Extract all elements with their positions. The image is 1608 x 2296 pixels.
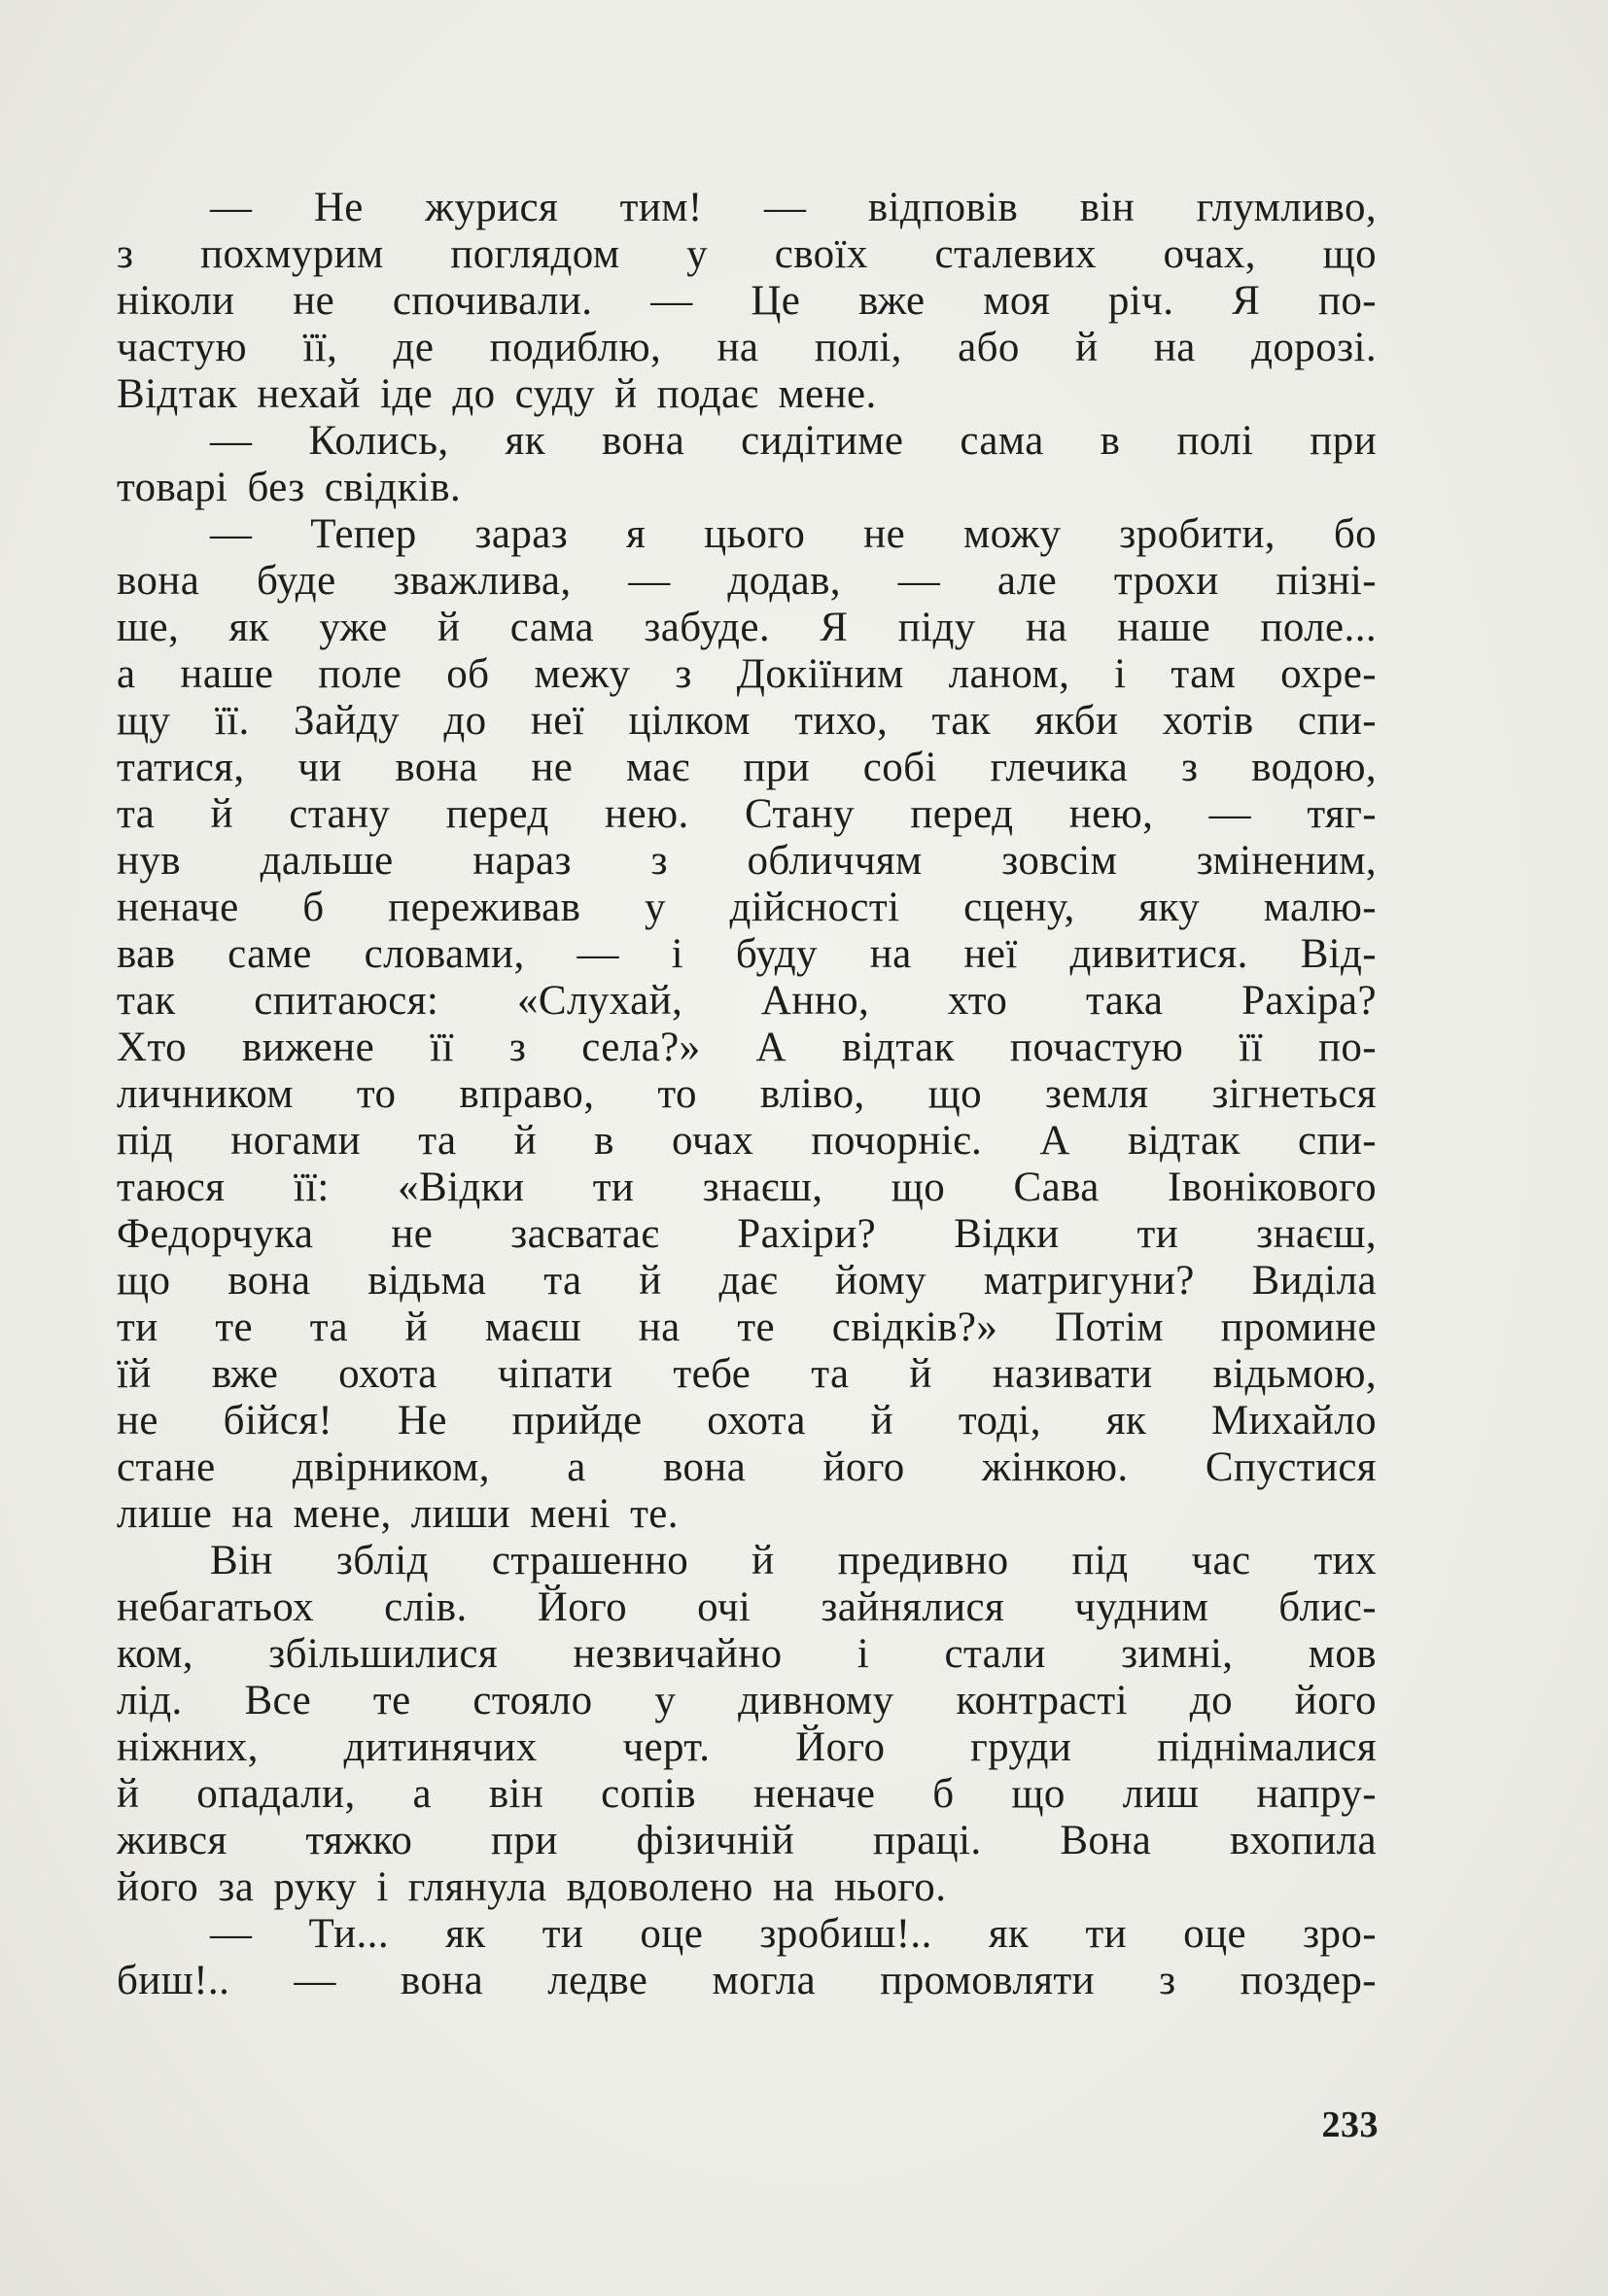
text-line: ніколи не спочивали. — Це вже моя річ. Я по- [117,278,1377,324]
page-number: 233 [1321,2105,1379,2145]
text-line: — Колись, як вона сидітиме сама в полі при [210,418,1377,464]
text-line: а наше поле об межу з Докіїним ланом, і там охре- [117,651,1377,697]
text-line: небагатьох слів. Його очі зайнялися чудним блис- [117,1584,1377,1630]
text-line: щу її. Зайду до неї цілком тихо, так якби хотів спи- [117,698,1377,744]
text-line: — Не журися тим! — відповів він глумливо, [210,185,1377,230]
text-line: не бійся! Не прийде охота й тоді, як Михайло [117,1398,1377,1444]
text-line: їй вже охота чіпати тебе та й називати відьмою, [117,1351,1377,1397]
text-line: й опадали, а він сопів неначе б що лиш напру- [117,1771,1377,1817]
text-line: Відтак нехай іде до суду й подає мене. [117,371,877,417]
text-line: вав саме словами, — і буду на неї дивитися. Від- [117,931,1377,977]
text-line: його за руку і глянула вдоволено на нього. [117,1864,947,1910]
text-line: вона буде зважлива, — додав, — але трохи пізні- [117,558,1377,604]
text-line: лише на мене, лиши мені те. [117,1491,679,1537]
text-line: таюся її: «Відки ти знаєш, що Сава Івонікового [117,1165,1377,1210]
text-line: лід. Все те стояло у дивному контрасті до його [117,1678,1377,1723]
text-line: Федорчука не засватає Рахіри? Відки ти знаєш, [117,1211,1377,1257]
text-line: стане двірником, а вона його жінкою. Спустися [117,1444,1377,1490]
text-line: та й стану перед нею. Стану перед нею, — тяг- [117,791,1377,837]
text-line: Він зблід страшенно й предивно під час тих [210,1538,1377,1583]
text-line: личником то вправо, то вліво, що земля зігнеться [117,1071,1377,1117]
text-line: — Тепер зараз я цього не можу зробити, бо [210,511,1377,557]
text-line: нув дальше нараз з обличчям зовсім зміненим, [117,838,1377,884]
text-line: Хто вижене її з села?» А відтак почастую її по- [117,1025,1377,1070]
text-line: татися, чи вона не має при собі глечика з водою, [117,745,1377,790]
text-line: биш!.. — вона ледве могла промовляти з поздер- [117,1958,1377,2003]
text-line: ше, як уже й сама забуде. Я піду на наше поле... [117,605,1377,650]
text-line: ніжних, дитинячих черт. Його груди піднімалися [117,1724,1377,1770]
text-line: з похмурим поглядом у своїх сталевих очах, що [117,231,1377,277]
text-line: ком, збільшилися незвичайно і стали зимні, мов [117,1631,1377,1677]
text-line: жився тяжко при фізичній праці. Вона вхопила [117,1818,1377,1863]
text-line: товарі без свідків. [117,465,462,510]
text-line: частую її, де подиблю, на полі, або й на дорозі. [117,325,1377,370]
text-line: неначе б переживав у дійсності сцену, яку малю- [117,885,1377,930]
text-line: так спитаюся: «Слухай, Анно, хто така Рахіра? [117,978,1377,1024]
text-line: під ногами та й в очах почорніє. А відтак спи- [117,1118,1377,1164]
text-line: — Ти... як ти оце зробиш!.. як ти оце зро- [210,1911,1377,1957]
body-text [117,185,1377,2004]
text-line: ти те та й маєш на те свідків?» Потім промине [117,1305,1377,1350]
text-line: що вона відьма та й дає йому матригуни? Виділа [117,1258,1377,1304]
